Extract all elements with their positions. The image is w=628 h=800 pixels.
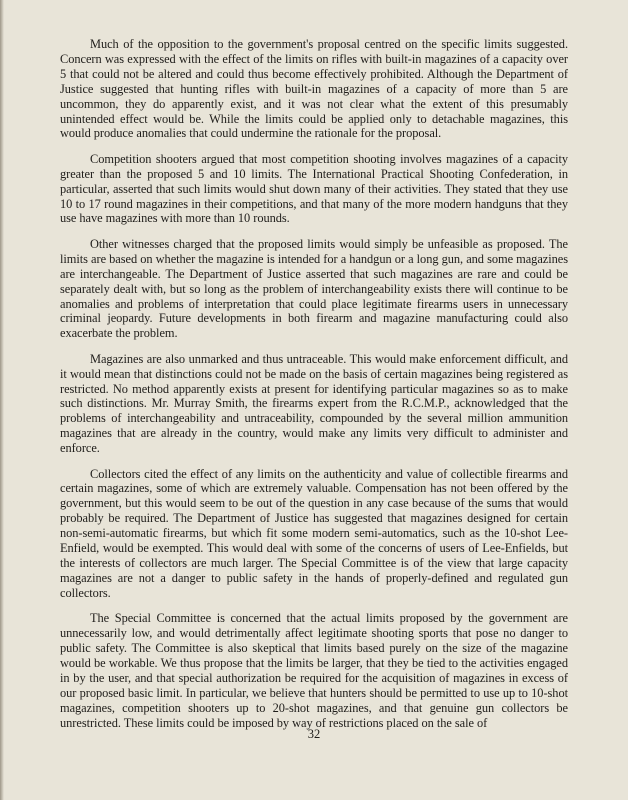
body-text: [60, 37, 568, 741]
page-number: 32: [307, 727, 321, 741]
paragraph-committee-proposal: The Special Committee is concerned that the actual limits proposed by the government are unnecessarily low, and would detrimentally affect legitimate shooting sports that pose no danger to public safety. The Committee is also skeptical that limits based purely on the size of the magazine would be workable. We thus propose that the limits be larger, that they be tied to the activities engaged in by the user, and that special authorization be required for the acquisition of magazines in excess of our proposed basic limit. In particular, we believe that hunters should be permitted to use up to 10-shot magazines, competition shooters up to 20-shot magazines, and that genuine gun collectors be unrestricted. These limits could be imposed by way of restrictions placed on the sale of: [60, 611, 568, 730]
paragraph-magazine-limits-opposition: Much of the opposition to the government's proposal centred on the specific limits suggested. Concern was expressed with the effect of the limits on rifles with built-in magazines of a capacity over 5 that could not be altered and could thus become effectively prohibited. Although the Department of Justice suggested that hunting rifles with built-in magazines of a capacity of more than 5 are uncommon, they do apparently exist, and it was not clear what the extent of this presumably unintended effect would be. While the limits could be applied only to detachable magazines, this would produce anomalies that could undermine the rationale for the proposal.: [60, 37, 568, 141]
paragraph-untraceable-magazines: Magazines are also unmarked and thus untraceable. This would make enforcement difficult, and it would mean that distinctions could not be made on the basis of certain magazines being registered as restricted. No method apparently exists at present for identifying particular magazines so as to make such distinctions. Mr. Murray Smith, the firearms expert from the R.C.M.P., acknowledged that the problems of interchangeability and untraceability, compounded by the several million ammunition magazines that are already in the country, would make any limits very difficult to administer and enforce.: [60, 351, 568, 456]
paragraph-collectors: Collectors cited the effect of any limits on the authenticity and value of collectible firearms and certain magazines, some of which are extremely valuable. Compensation has not been offered by the government, but this would seem to be out of the question in any case because of the sums that would probably be required. The Department of Justice has suggested that magazines designed for certain non-semi-automatic firearms, but which fit some modern semi-automatics, such as the 10-shot Lee-Enfield, would be exempted. This would deal with some of the concerns of users of Lee-Enfields, but the interests of collectors are much larger. The Special Committee is of the view that large capacity magazines are not a danger to public safety in the hands of properly-defined and regulated gun collectors.: [60, 466, 568, 600]
paragraph-unfeasible-limits: Other witnesses charged that the proposed limits would simply be unfeasible as proposed. The limits are based on whether the magazine is intended for a handgun or a long gun, and some magazines are interchangeable. The Department of Justice asserted that such magazines are rare and could be separately dealt with, but so long as the problem of interchangeability exists there will continue to be anomalies and problems of interpretation that could place legitimate firearms users in unnecessary criminal jeopardy. Future developments in both firearm and magazine manufacturing could also exacerbate the problem.: [60, 236, 568, 341]
paragraph-competition-shooters: Competition shooters argued that most competition shooting involves magazines of a capacity greater than the proposed 5 and 10 limits. The International Practical Shooting Confederation, in particular, asserted that such limits would shut down many of their activities. They stated that they use 10 to 17 round magazines in their competitions, and that many of the more modern handguns that they use have magazines with more than 10 rounds.: [60, 151, 568, 226]
